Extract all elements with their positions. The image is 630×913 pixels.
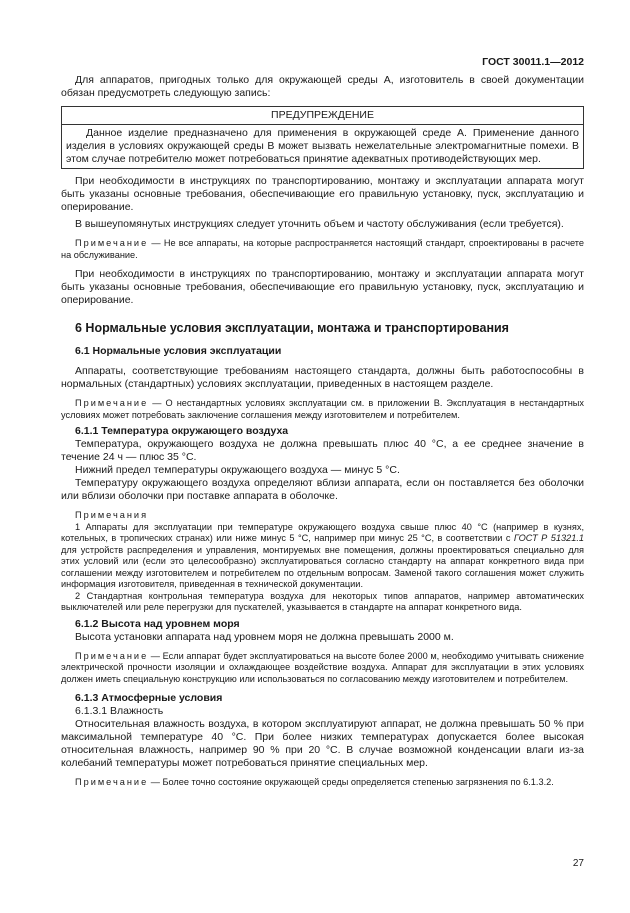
note-label: Примечание (75, 238, 149, 248)
subsection-heading: 6.1 Нормальные условия эксплуатации (75, 345, 282, 357)
warning-title: ПРЕДУПРЕЖДЕНИЕ (62, 107, 583, 125)
page-number: 27 (572, 858, 584, 869)
paragraph: При необходимости в инструкциях по транспортированию, монтажу и эксплуатации аппарата могут быть указаны основные требования, обеспечивающие его правильную установку, пуск, эксплуатацию и оперирование. (61, 175, 584, 213)
paragraph: Для аппаратов, пригодных только для окружающей среды А, изготовитель в своей документации обязан предусмотреть следующую запись: (61, 74, 584, 99)
warning-text: Данное изделие предназначено для применения в окружающей среде А. Применение данного изделия в условиях окружающей среды В может вызвать нежелательные электромагнитные помехи. В этом случае потребителю может потребоваться принятие адекватных противодействующих мер. (66, 127, 579, 165)
paragraph: Температура, окружающего воздуха не должна превышать плюс 40 °С, а ее среднее значение в течение 24 ч — плюс 35 °С. (61, 438, 584, 463)
note-text: — О нестандартных условиях эксплуатации см. в приложении В. Эксплуатация в нестандартных условиях может потребовать заключение соглашения между изготовителем и потребителем. (61, 398, 584, 420)
note-text: для устройств распределения и управления, монтируемых вне помещения, должны проектироваться специально для этих условий или (если это целесообразно) эксплуатироваться согласно стандарту на аппарат конкретного вида при соглашении между изготовителем и потребителем по отдельным вопросам. Заменой такого соглашения может служить информация изготовителя, приведенная в технической документации. (61, 544, 584, 589)
standard-reference: ГОСТ Р 51321.1 (513, 533, 584, 543)
notes-label: Примечания (75, 510, 149, 520)
note-label: Примечание (75, 777, 149, 787)
paragraph: Нижний предел температуры окружающего воздуха — минус 5 °С. (75, 464, 400, 476)
warning-box (61, 106, 584, 169)
note-item (61, 522, 584, 591)
paragraph: Температуру окружающего воздуха определяют вблизи аппарата, если он поставляется без оболочки или вблизи оболочки при поставке аппарата в оболочке. (61, 477, 584, 502)
note-text: — Не все аппараты, на которые распространяется настоящий стандарт, спроектированы в расчете на обслуживание. (61, 238, 584, 260)
note-label: Примечание (75, 650, 149, 661)
paragraph: 6.1.3.1 Влажность (75, 705, 164, 717)
note-text: — Если аппарат будет эксплуатироваться на высоте более 2000 м, необходимо учитывать снижение электрической прочности изоляции и охлаждающее воздействие воздуха. Аппарат для эксплуатации в этих условиях должен иметь специальную конструкцию или использоваться по согласованию между изготовителем и потребителем. (61, 650, 584, 684)
document-header: ГОСТ 30011.1—2012 (482, 56, 584, 68)
paragraph: В вышеупомянутых инструкциях следует уточнить объем и частоту обслуживания (если требуется). (75, 218, 564, 230)
note-text: — Более точно состояние окружающей среды определяется степенью загрязнения по 6.1.3.2. (148, 777, 554, 787)
section-heading: 6 Нормальные условия эксплуатации, монтажа и транспортирования (75, 321, 509, 335)
note (61, 651, 584, 686)
paragraph: Относительная влажность воздуха, в котором эксплуатируют аппарат, не должна превышать 50 % при максимальной температуре 40 °С. При более низких температурах допускается более высокая относительная влажность, например 90 % при 20 °С. В случае возможной конденсации влаги из-за колебаний температуры может потребоваться принятие специальных мер. (61, 718, 584, 769)
note (61, 238, 584, 261)
note (61, 777, 584, 789)
note-item: 2 Стандартная контрольная температура воздуха для некоторых типов аппаратов, например автоматических выключателей или реле перегрузки для пускателей, указывается в стандарте на аппарат конкретного вида. (61, 590, 584, 612)
paragraph: Высота установки аппарата над уровнем моря не должна превышать 2000 м. (75, 630, 454, 643)
paragraph: При необходимости в инструкциях по транспортированию, монтажу и эксплуатации аппарата могут быть указаны основные требования, обеспечивающие его правильную установку, пуск, эксплуатацию и оперирование. (61, 268, 584, 306)
note-label: Примечание (75, 398, 149, 408)
note-text: 1 Аппараты для эксплуатации при температуре окружающего воздуха свыше плюс 40 °С (например в кузнях, котельных, в тропических странах) или ниже минус 5 °С, например при минус 25 °С, в соответствии с (61, 521, 584, 543)
subsection-heading: 6.1.2 Высота над уровнем моря (75, 617, 240, 630)
subsection-heading: 6.1.1 Температура окружающего воздуха (75, 425, 289, 437)
document-body (61, 74, 584, 789)
subsection-heading: 6.1.3 Атмосферные условия (75, 692, 223, 704)
note (61, 398, 584, 421)
paragraph: Аппараты, соответствующие требованиям настоящего стандарта, должны быть работоспособны в нормальных (стандартных) условиях эксплуатации, приведенных в настоящем разделе. (61, 365, 584, 390)
